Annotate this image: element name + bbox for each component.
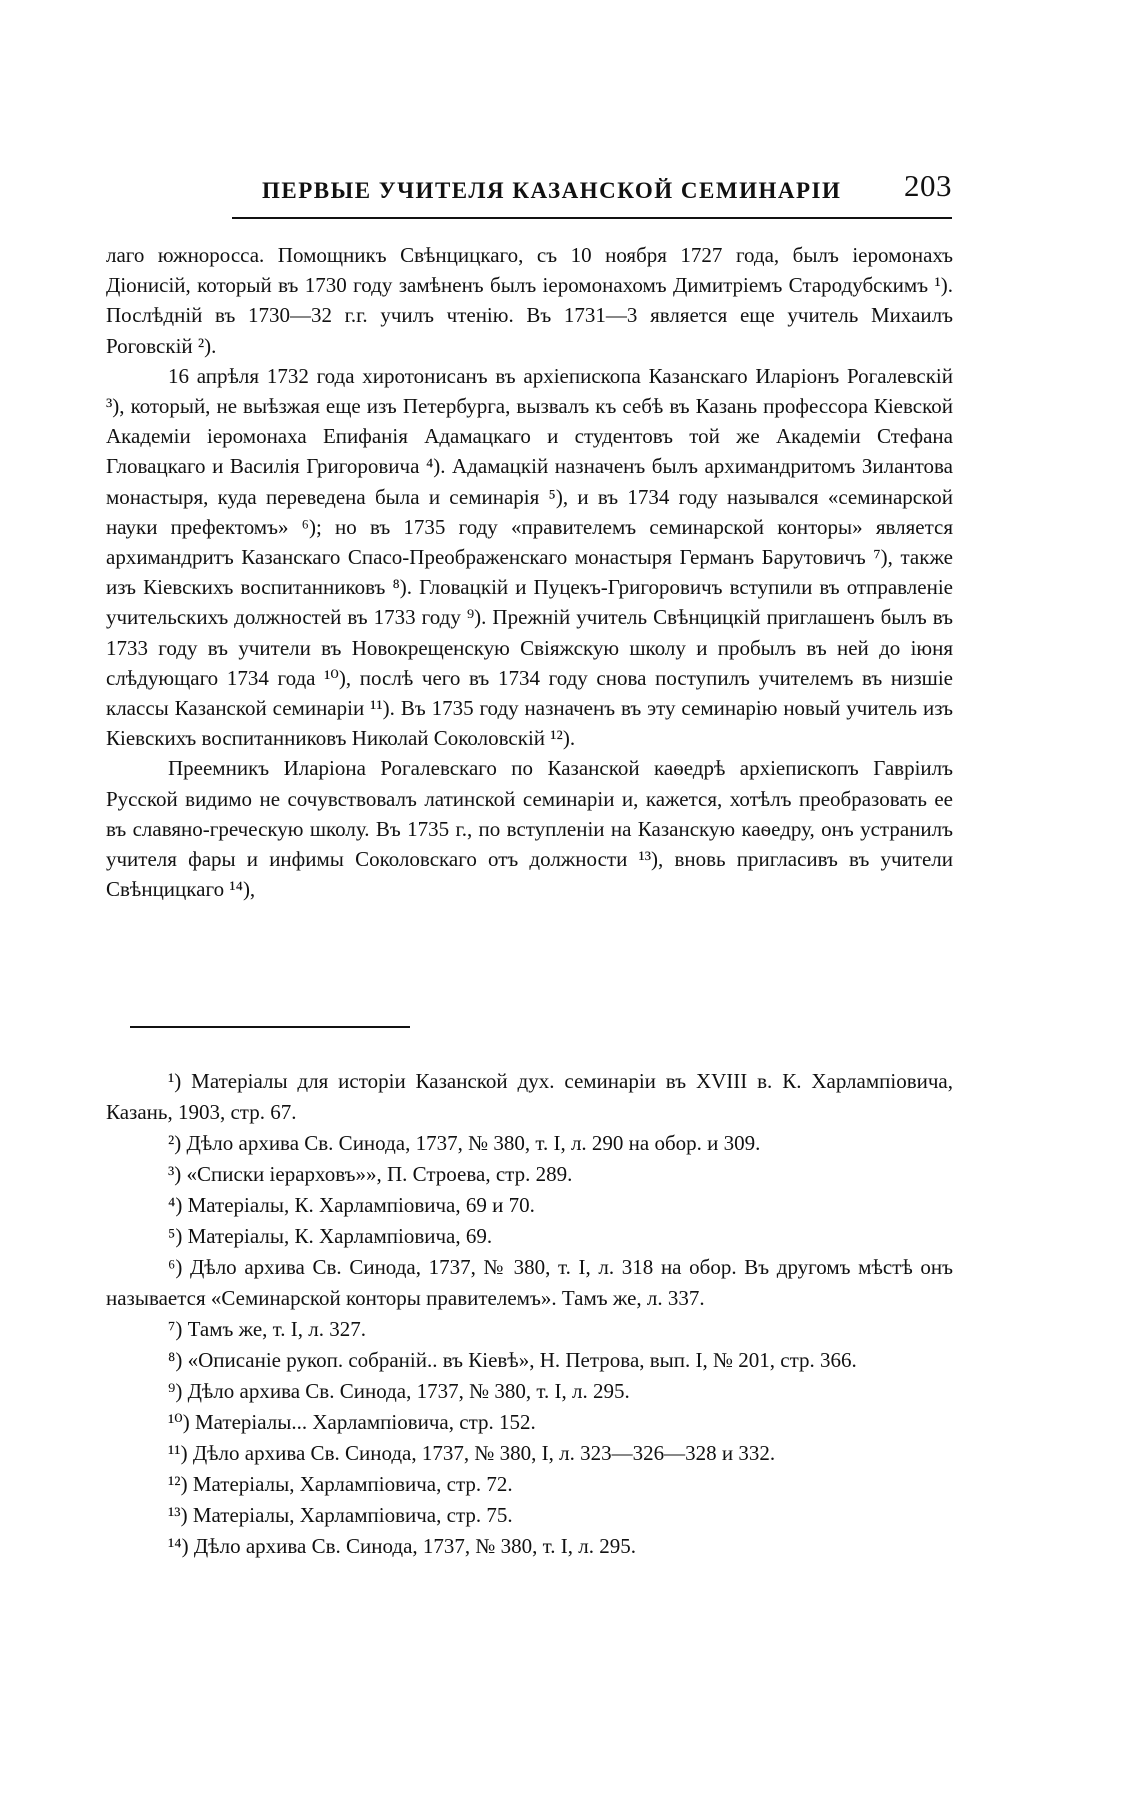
paragraph: Преемникъ Иларіона Рогалевскаго по Казанской каѳедрѣ архіепископъ Гавріилъ Русской видимо не сочувствовалъ латинской семинаріи и, кажется, хотѣлъ преобразовать ее въ славяно-греческую школу. Въ 1735 г., по вступленіи на Казанскую каѳедру, онъ устранилъ учителя фары и инфимы Соколовскаго отъ должности ¹³), вновь пригласивъ въ учители Свѣнцицкаго ¹⁴), (106, 756, 953, 902)
page-number: 203 (904, 168, 952, 203)
footnotes (106, 1066, 953, 1562)
running-title: ПЕРВЫЕ УЧИТЕЛЯ КАЗАНСКОЙ СЕМИНАРІИ (262, 178, 842, 203)
footnote: ¹¹) Дѣло архива Св. Синода, 1737, № 380, I, л. 323—326—328 и 332. (168, 1441, 776, 1465)
paragraph: лаго южноросса. Помощникъ Свѣнцицкаго, съ 10 ноября 1727 года, былъ іеромонахъ Діонисій, который въ 1730 году замѣненъ былъ іеромонахомъ Димитріемъ Стародубскимъ ¹). Послѣдній въ 1730—32 г.г. училъ чтенію. Въ 1731—3 является еще учитель Михаилъ Роговскій ²). (106, 243, 953, 358)
footnote: ⁸) «Описаніе рукоп. собраній.. въ Кіевѣ», Н. Петрова, вып. I, № 201, стр. 366. (168, 1348, 857, 1372)
footnote: ¹³) Матеріалы, Харлампіовича, стр. 75. (168, 1503, 513, 1527)
footnote: ⁵) Матеріалы, К. Харлампіовича, 69. (168, 1224, 493, 1248)
footnote: ¹⁴) Дѣло архива Св. Синода, 1737, № 380, т. I, л. 295. (168, 1534, 636, 1558)
running-header (232, 168, 952, 216)
footnote: ³) «Списки іерарховъ»», П. Строева, стр. 289. (168, 1162, 573, 1186)
footnote: ⁶) Дѣло архива Св. Синода, 1737, № 380, т. I, л. 318 на обор. Въ другомъ мѣстѣ онъ называется «Семинарской конторы правителемъ». Тамъ же, л. 337. (106, 1255, 953, 1310)
footnote: ⁴) Матеріалы, К. Харлампіовича, 69 и 70. (168, 1193, 535, 1217)
main-text (106, 240, 953, 904)
footnote: ²) Дѣло архива Св. Синода, 1737, № 380, т. I, л. 290 на обор. и 309. (168, 1131, 761, 1155)
footnote-separator (130, 1026, 410, 1028)
footnote: ⁷) Тамъ же, т. I, л. 327. (168, 1317, 366, 1341)
footnote: ¹) Матеріалы для исторіи Казанской дух. семинаріи въ XVIII в. К. Харлампіовича, Казань, 1903, стр. 67. (106, 1069, 953, 1124)
paragraph: 16 апрѣля 1732 года хиротонисанъ въ архіепископа Казанскаго Иларіонъ Рогалевскій ³), который, не выѣзжая еще изъ Петербурга, вызвалъ къ себѣ въ Казань профессора Кіевской Академіи іеромонаха Епифанія Адамацкаго и студентовъ той же Академіи Стефана Гловацкаго и Василія Григоровича ⁴). Адамацкій назначенъ былъ архимандритомъ Зилантова монастыря, куда переведена была и семинарія ⁵), и въ 1734 году назывался «семинарской науки префектомъ» ⁶); но въ 1735 году «правителемъ семинарской конторы» является архимандритъ Казанскаго Спасо-Преображенскаго монастыря Германъ Барутовичъ ⁷), также изъ Кіевскихъ воспитанниковъ ⁸). Гловацкій и Пуцекъ-Григоровичъ вступили въ отправленіе учительскихъ должностей въ 1733 году ⁹). Прежній учитель Свѣнцицкій приглашенъ былъ въ 1733 году въ учители въ Новокрещенскую Свіяжскую школу и пробылъ въ ней до іюня слѣдующаго 1734 года ¹⁰), послѣ чего въ 1734 году снова поступилъ учителемъ въ низшіе классы Казанской семинаріи ¹¹). Въ 1735 году назначенъ въ эту семинарію новый учитель изъ Кіевскихъ воспитанниковъ Николай Соколовскій ¹²). (106, 363, 953, 751)
footnote: ¹²) Матеріалы, Харлампіовича, стр. 72. (168, 1472, 513, 1496)
footnote: ¹⁰) Матеріалы... Харлампіовича, стр. 152. (168, 1410, 536, 1434)
header-rule (232, 217, 952, 219)
footnote: ⁹) Дѣло архива Св. Синода, 1737, № 380, т. I, л. 295. (168, 1379, 630, 1403)
